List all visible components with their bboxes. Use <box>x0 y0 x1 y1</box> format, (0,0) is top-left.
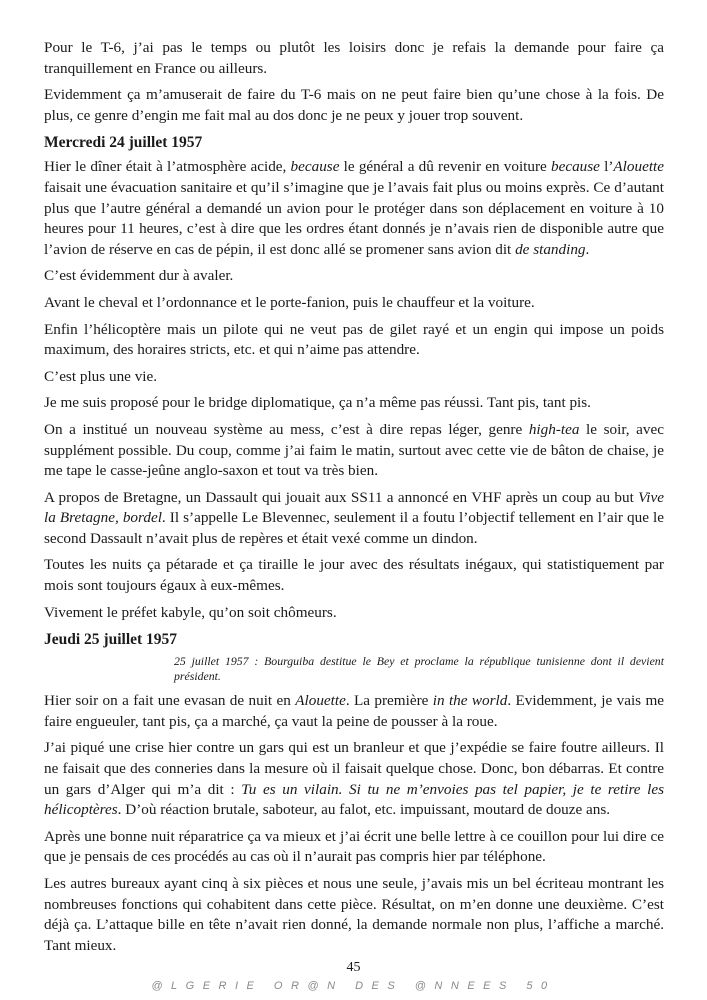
paragraph <box>44 393 664 414</box>
text-run: 25 juillet 1957 : Bourguiba destitue le Bey et proclame la république tunisienne dont il devient président. <box>174 654 664 684</box>
paragraph <box>44 320 664 361</box>
text-run: C’est plus une vie. <box>44 367 158 385</box>
paragraph <box>44 488 664 550</box>
text-run: . <box>585 240 590 258</box>
text-run: Enfin l’hélicoptère mais un pilote qui ne veut pas de gilet rayé et un engin qui impose un poids maximum, des horaires stricts, etc. et qui n’aime pas attendre. <box>44 320 664 359</box>
text-run: . La première <box>345 692 433 710</box>
paragraph <box>44 738 664 820</box>
historical-note <box>174 654 664 684</box>
text-run: le soir, avec supplément possible. Du coup, comme j’ai faim le matin, surtout avec cette vie de bâton de chaise, je me tape le casse-jeûne anglo-saxon et tout va très bien. <box>44 420 664 480</box>
paragraph <box>44 266 664 287</box>
paragraph <box>44 603 664 624</box>
text-run: Hier le dîner était à l’atmosphère acide, <box>44 158 291 176</box>
paragraph <box>44 38 664 79</box>
text-run: On a institué un nouveau système au mess, c’est à dire repas léger, genre <box>44 420 529 438</box>
text-run: Jeudi 25 juillet 1957 <box>44 631 178 649</box>
text-run: J’ai piqué une crise hier contre un gars qui est un branleur et que j’expédie se faire foutre ailleurs. Il ne faisait que des conneries dans la mesure où il faisait quelque chose. Donc, bon débarras. Et contre un gars d’Alger qui m’a dit : <box>44 739 664 798</box>
text-run: Mercredi 24 juillet 1957 <box>44 134 203 152</box>
footer-title: @LGERIE OR@N DES @NNEES 50 <box>151 980 556 992</box>
text-run: Toutes les nuits ça pétarade et ça tiraille le jour avec des résultats inégaux, qui statistiquement par mois sont toujours égaux à eux-mêmes. <box>44 556 664 595</box>
page-number: 45 <box>346 960 361 975</box>
italic-text: Tu es un vilain. Si tu ne m’envoies pas tel papier, je te retire les hélicoptères <box>44 780 664 819</box>
text-run: Vivement le préfet kabyle, qu’on soit chômeurs. <box>44 603 337 621</box>
paragraph <box>44 157 664 260</box>
text-run: A propos de Bretagne, un Dassault qui jouait aux SS11 a annoncé en VHF après un coup au but <box>44 488 639 506</box>
paragraph <box>44 293 664 314</box>
italic-text: Alouette <box>295 692 346 710</box>
italic-text: in the world <box>432 692 508 710</box>
text-run: Après une bonne nuit réparatrice ça va mieux et j’ai écrit une belle lettre à ce couillon pour lui dire ce que je pensais de ces procédés au cas où il n’aurait pas compris hier par téléphone. <box>44 827 664 866</box>
italic-text: because <box>290 158 340 176</box>
text-run: l’ <box>599 158 614 176</box>
text-run: . D’où réaction brutale, saboteur, au falot, etc. impuissant, moutard de douze ans. <box>117 801 611 819</box>
document-body <box>44 38 664 962</box>
paragraph <box>44 691 664 732</box>
text-run: faisait une évacuation sanitaire et qu’il s’imagine que je l’avais fait plus ou moins exprès. Ce d’autant plus que l’autre général a demandé un avion pour le protéger dans son déplacement en voiture à 10 heures pour 11 heures, c’est à dire que les ordres étant donnés je n’avais rien de disponible autre que l’avion de réserve en cas de pépin, il est donc allé se promener sans avion dit <box>44 178 664 258</box>
italic-text: high-tea <box>528 420 580 438</box>
text-run: Avant le cheval et l’ordonnance et le porte-fanion, puis le chauffeur et la voiture. <box>44 293 535 311</box>
paragraph <box>44 874 664 956</box>
paragraph <box>44 827 664 868</box>
text-run: Les autres bureaux ayant cinq à six pièces et nous une seule, j’avais mis un bel écriteau montrant les nombreuses fonctions qui cohabitent dans cette pièce. Résultat, on m’en donne une deuxième. C’est déjà ça. L’attaque bille en tête n’avait rien donné, la demande normale non plus, l’affiche a marché. Tant mieux. <box>44 875 664 954</box>
paragraph <box>44 367 664 388</box>
text-run: le général a dû revenir en voiture <box>339 158 551 176</box>
text-run: Evidemment ça m’amuserait de faire du T-6 mais on ne peut faire bien qu’une chose à la fois. De plus, ce genre d’engin me fait mal au dos donc je ne peux y jouer trop souvent. <box>44 86 664 124</box>
paragraph <box>44 85 664 126</box>
text-run: Pour le T-6, j’ai pas le temps ou plutôt les loisirs donc je refais la demande pour faire ça tranquillement en France ou ailleurs. <box>44 39 664 77</box>
date-heading <box>44 629 664 650</box>
text-run: . Evidemment, je vais me faire engueuler, tant pis, ça a marché, ça vaut la peine de pousser à la roue. <box>44 692 665 730</box>
date-heading <box>44 132 664 153</box>
italic-text: Vive la Bretagne, bordel <box>44 488 664 527</box>
paragraph <box>44 420 664 482</box>
italic-text: because <box>551 158 600 176</box>
text-run: Je me suis proposé pour le bridge diplomatique, ça n’a même pas réussi. Tant pis, tant pis. <box>44 394 591 412</box>
text-run: Hier soir on a fait une evasan de nuit en <box>44 692 296 710</box>
italic-text: Alouette <box>613 158 665 176</box>
paragraph <box>44 555 664 596</box>
italic-text: de standing <box>515 240 586 258</box>
text-run: C’est évidemment dur à avaler. <box>44 267 234 285</box>
text-run: . Il s’appelle Le Blevennec, seulement il a foutu l’objectif tellement en l’air que le second Dassault n’avait plus de repères et était vexé comme un dindon. <box>44 509 664 547</box>
